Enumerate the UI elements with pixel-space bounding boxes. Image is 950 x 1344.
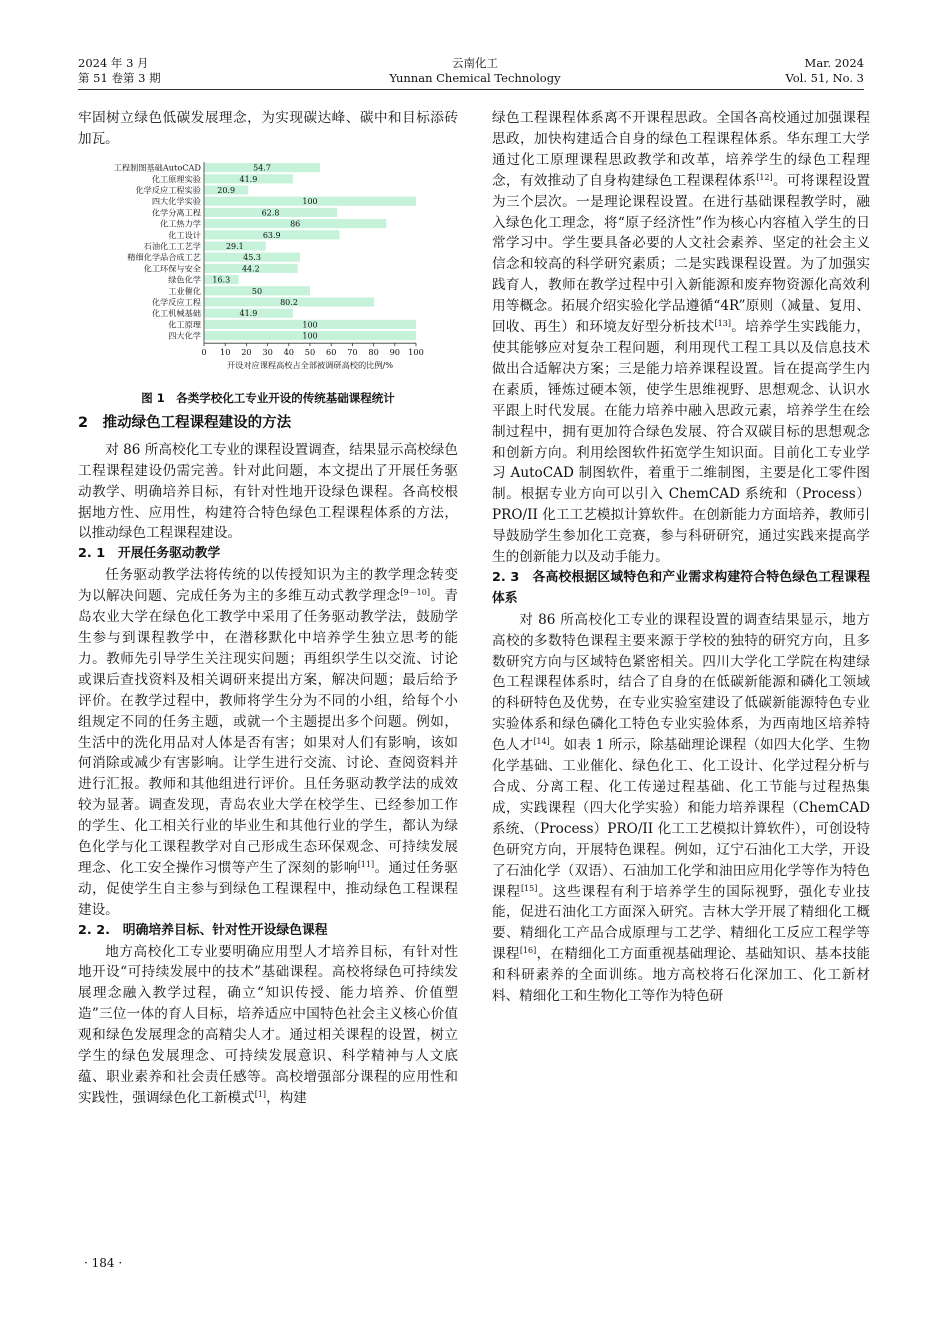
page-number: · 184 · [84,1256,123,1270]
x-tick-label: 100 [408,347,424,358]
text-run: ，构建 [266,1089,307,1106]
category-label: 工程制图基础AutoCAD [113,162,201,173]
text-run: 绿色工程课程体系离不开课程思政。全国各高校通过加强课程思政，加快构建适合自身的绿色工程课程体系。华东理工大学通过化工原理课程思政教学和改革，培养学生的绿色工程理念，有效推动了自身构建绿色工程课程体系 [492,110,870,189]
category-label: 化工环保与安全 [143,263,201,274]
data-label: 45.3 [243,253,261,263]
category-label: 工业催化 [168,285,201,296]
citation: [13] [714,319,731,329]
citation: [1] [254,1089,267,1099]
journal-title-en: Yunnan Chemical Technology [389,71,561,85]
text-run: ，在精细化工方面重视基础理论、基础知识、基本技能和科研素养的全面训练。地方高校将石化深加工、化工新材料、精细化工和生物化工等作为特色研 [492,946,871,1005]
category-label: 化学分离工程 [151,207,201,218]
x-tick-label: 80 [368,347,379,358]
data-label: 80.2 [280,297,298,307]
data-label: 100 [302,320,318,330]
header-right [785,56,864,86]
data-label: 63.9 [262,230,281,240]
category-label: 四大化学实验 [151,196,201,207]
header-volume: 第 51 卷第 3 期 [78,71,161,85]
data-label: 41.9 [239,309,258,319]
text-run: 。如表 1 所示，除基础理论课程（如四大化学、生物化学基础、工业催化、绿色化工、化工设计、化学过程分析与合成、分离工程、化工传递过程基础、化工节能与过程热集成，实践课程（四大化学实验）和能力培养课程（ChemCAD 系统、（Process）PRO/II 化工工艺模拟计算软件），可创设特色研究方向，开展特色课程。例如，辽宁石油化工大学，开设了石油化学（双语）、石油加工化学和油田应用化学等作为特色课程 [492,737,870,900]
data-label: 16.3 [212,275,231,285]
figure-caption: 图 1 各类学校化工专业开设的传统基础课程统计 [141,390,395,405]
x-tick-label: 30 [262,347,273,358]
category-label: 化工设计 [168,229,201,240]
section-2-1-heading: 2. 1 开展任务驱动教学 [78,546,221,562]
header-date-en: Mar. 2024 [804,56,864,70]
citation: [12] [756,172,773,182]
data-label: 41.9 [239,174,258,184]
citation: [14] [533,737,550,747]
data-label: 54.7 [253,163,271,173]
category-label: 四大化学 [168,330,201,341]
x-tick-label: 90 [389,347,401,358]
section-2-3-heading: 2. 3 各高校根据区域特色和产业需求构建符合特色绿色工程课程体系 [492,569,870,606]
intro-paragraph: 牢固树立绿色低碳发展理念，为实现碳达峰、碳中和目标添砖加瓦。 [78,110,458,147]
section-2-heading: 2 推动绿色工程课程建设的方法 [78,414,292,431]
x-tick-label: 70 [347,347,358,358]
text-run: 。青岛农业大学在绿色化工教学中采用了任务驱动教学法，鼓励学生参与到课程教学中，在潜移默化中培养学生独立思考的能力。教师先引导学生关注现实问题；再组织学生以交流、讨论或课后查找资料及相关调研来提出方案，解决问题；最后给予评价。在教学过程中，教师将学生分为不同的小组，给每个小组规定不同的任务主题，或就一个主题提出多个问题。例如，生活中的洗化用品对人体是否有害；如果对人们有影响，该如何消除或减少有害影响。让学生进行交流、讨论、查阅资料并进行汇报。教师和其他组进行评价。且任务驱动教学法的成效较为显著。调查发现，青岛农业大学在校学生、已经参加工作的学生、化工相关行业的毕业生和其他行业的学生，都认为绿色化学与化工课程教学对自己形成生态环保观念、可持续发展理念、化工安全操作习惯等产生了深刻的影响 [78,588,459,876]
figure-1 [78,158,458,388]
category-label: 化工热力学 [160,218,201,229]
text-run: 对 86 所高校化工专业的课程设置的调查结果显示，地方高校的多数特色课程主要来源于学校的独特的研究方向，且多数研究方向与区域特色紧密相关。四川大学化工学院在构建绿色工程课程体系时，结合了自身的在低碳新能源和磷化工领域的科研特色及优势，在专业实验室建设了低碳新能源特色专业实验体系和绿色磷化工特色专业实验体系，为西南地区培养特色人才 [492,611,870,754]
journal-title-cn: 云南化工 [452,56,498,70]
citation: [15] [520,883,538,893]
section-2-2-heading: 2. 2. 明确培养目标、针对性开设绿色课程 [78,922,328,938]
x-tick-label: 0 [201,347,207,358]
data-label: 86 [290,219,301,229]
header-volume-en: Vol. 51, No. 3 [785,71,864,85]
data-label: 44.2 [241,264,260,274]
category-label: 化工原理 [168,319,201,330]
right-column [492,108,870,1007]
category-label: 化工机械基础 [151,308,201,319]
text-run: 。可将课程设置为三个层次。一是理论课程设置。在进行基础课程教学时，融入绿色化工理念，将“原子经济性”作为核心内容植入学生的日常学习中。学生要具备必要的人文社会素养、坚定的社会主义信念和较高的科学研究素质；二是实践课程设置。为了加强实践育人，教师在教学过程中引入新能源和废弃物资源化高效利用等概念。拓展介绍实验化学品遵循“4R”原则（减量、复用、回收、再生）和环境友好型分析技术 [492,172,871,336]
category-label: 化工原理实验 [151,173,201,184]
citation: [16] [519,946,537,956]
citation: [9－10] [400,588,430,598]
data-label: 100 [302,331,318,341]
section-2-1-paragraph [78,565,458,920]
text-run: 。培养学生实践能力，使其能够应对复杂工程问题，利用现代工程工具以及信息技术做出合适解决方案；三是能力培养课程设置。旨在提高学生内在素质，锤炼过硬本领，使学生思维视野、思想观念、认识水平跟上时代发展。在能力培养中融入思政元素，培养学生在绘制过程中，拥有更加符合绿色发展、符合双碳目标的思想观念和创新方向。利用绘图软件拓宽学生知识面。目前化工专业学习 AutoCAD 制图软件，着重于二维制图，主要是化工零件图制。根据专业方向可以引入 ChemCAD 系统和（Process）PRO/II 化工工艺模拟计算软件。在创新能力方面培养，教师引导鼓励学生参加化工竞赛，参与科研研究，通过实践来提高学生的创新能力以及动手能力。 [492,319,871,566]
data-label: 20.9 [217,185,236,195]
text-run: 地方高校化工专业要明确应用型人才培养目标，有针对性地开设“可持续发展中的技术”基础课程。高校将绿色可持续发展理念融入教学过程，确立“知识传授、能力培养、价值塑造”三位一体的育人目标，培养适应中国特色社会主义核心价值观和绿色发展理念的高精尖人才。通过相关课程的设置，树立学生的绿色发展理念、可持续发展意识、科学精神与人文底蕴、职业素养和社会责任感等。高校增强部分课程的应用性和实践性，强调绿色化工新模式 [78,943,458,1106]
section-2-3-paragraph [492,610,870,1007]
x-axis-label: 开设对应课程高校占全部被调研高校的比例/% [226,360,394,371]
header-rule [78,89,864,90]
category-label: 精细化学品合成工艺 [127,252,201,263]
data-label: 100 [302,197,318,207]
bar-chart [78,158,458,388]
right-top-paragraph [492,108,870,568]
section-2-2-paragraph [78,942,458,1109]
x-tick-label: 10 [219,347,231,358]
header-date: 2024 年 3 月 [78,56,149,70]
x-tick-label: 40 [283,347,295,358]
category-label: 绿色化学 [168,274,201,285]
x-tick-label: 20 [241,347,252,358]
text-run: 。通过任务驱动，促使学生自主参与到绿色工程课程中，推动绿色工程课程建设。 [78,859,459,918]
data-label: 62.8 [261,208,280,218]
x-tick-label: 60 [325,347,337,358]
category-label: 化学反应工程实验 [135,184,201,195]
category-label: 石油化工工艺学 [143,240,201,251]
category-label: 化学反应工程 [151,296,201,307]
text-run: 。这些课程有利于培养学生的国际视野，强化专业技能，促进石油化工方面深入研究。吉林大学开展了精细化工概要、精细化工产品合成原理与工艺学、精细化工反应工程学等课程 [492,883,871,963]
data-label: 29.1 [225,241,244,251]
data-label: 50 [251,286,263,296]
left-column [78,108,458,1109]
text-run: 任务驱动教学法将传统的以传授知识为主的教学理念转变为以解决问题、完成任务为主的多维互动式教学理念 [78,567,458,605]
x-tick-label: 50 [304,347,316,358]
section-2-paragraph: 对 86 所高校化工专业的课程设置调查，结果显示高校绿色工程课程建设仍需完善。针对此问题，本文提出了开展任务驱动教学、明确培养目标，有针对性地开设绿色课程。各高校根据地方性、应用性，构建符合特色绿色工程课程体系的方法，以推动绿色工程课程建设。 [78,441,458,542]
citation: [11] [357,859,375,869]
